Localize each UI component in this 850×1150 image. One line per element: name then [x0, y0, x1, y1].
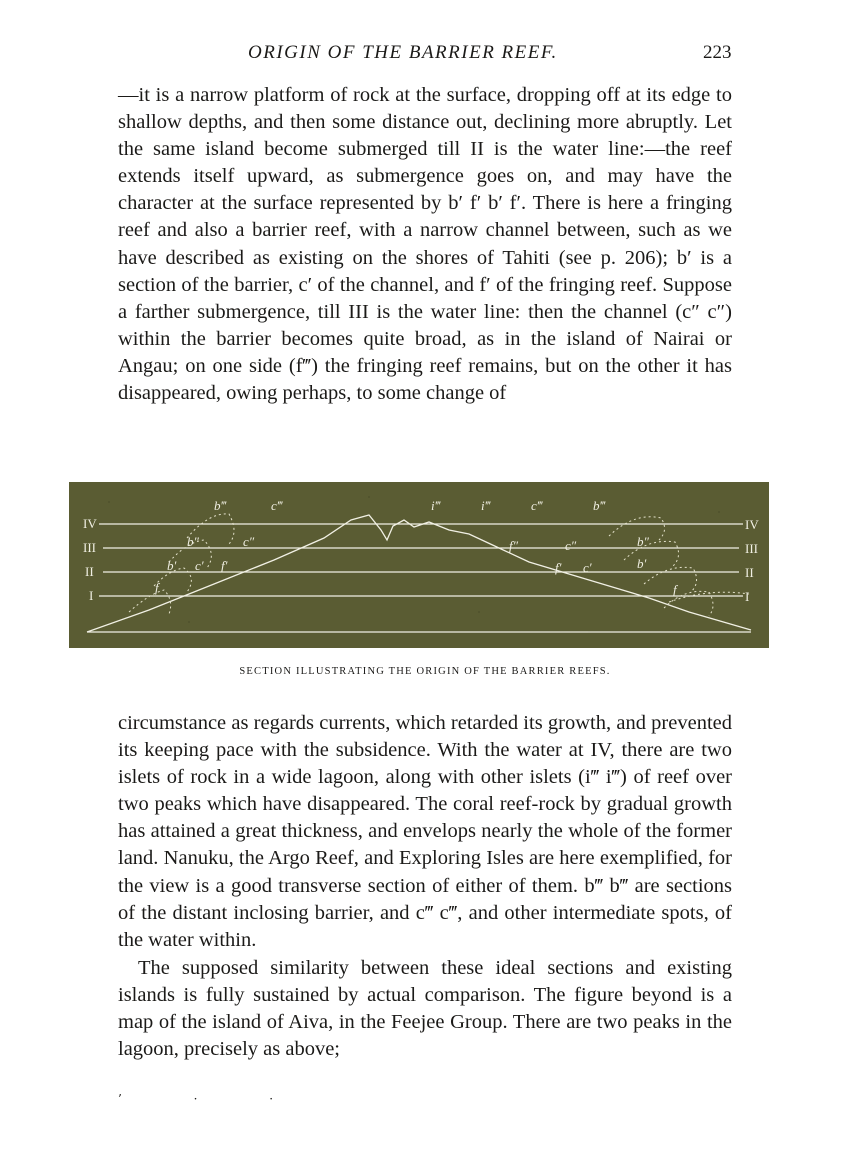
page-header: [0, 42, 850, 72]
water-label-left-iii: III: [83, 540, 96, 555]
water-label-right-i: I: [745, 589, 750, 604]
water-label-right-ii: II: [745, 565, 754, 580]
label-c1-right: c′: [583, 560, 592, 575]
water-label-right-iii: III: [745, 541, 758, 556]
water-label-left-ii: II: [85, 564, 94, 579]
label-b1-right: b′: [637, 556, 647, 571]
label-b3-left: b‴: [214, 498, 226, 513]
paragraph: The supposed similarity between these ideal sections and existing islands is fully sustained by actual comparison. The figure beyond is a map of the island of Aiva, in the Feejee Group. There are two peaks in the lagoon, precisely as above;: [118, 956, 732, 1061]
page-number: 223: [703, 42, 732, 63]
label-c1-left: c′: [195, 558, 204, 573]
label-b2-right: b″: [637, 534, 649, 549]
water-label-left-i: I: [89, 588, 94, 603]
reef-section-figure: [69, 482, 769, 648]
figure-caption: SECTION ILLUSTRATING THE ORIGIN OF THE BARRIER REEFS.: [239, 666, 611, 677]
label-f-right: f: [673, 582, 677, 597]
paragraph: circumstance as regards currents, which retarded its growth, and prevented its keeping pace with the subsidence. With the water at IV, there are two islets of rock in a wide lagoon, along with other islets (i‴ i‴) of reef over two peaks which have disappeared. The coral reef-rock by gradual growth has attained a great thickness, and envelops nearly the whole of the former land. Nanuku, the Argo Reef, and Exploring Isles are here exemplified, for the view is a good transverse section of either of them. b‴ b‴ are sections of the distant inclosing barrier, and c‴ c‴, and other intermediate spots, of the water within.: [118, 712, 732, 951]
label-i3-b: i‴: [481, 498, 491, 513]
label-b3-right: b‴: [593, 498, 605, 513]
reef-section-diagram: [69, 482, 769, 648]
label-c3-right: c‴: [531, 498, 543, 513]
label-f1-right: f′: [555, 560, 562, 575]
label-c3-left: c‴: [271, 498, 283, 513]
water-label-right-iv: IV: [745, 517, 759, 532]
label-b2-left: b″: [187, 534, 199, 549]
body-text-bottom: [118, 710, 732, 1063]
label-f2-right: f″: [509, 538, 519, 553]
body-text-top: [118, 82, 732, 407]
label-c2-right: c″: [565, 538, 577, 553]
label-i3-a: i‴: [431, 498, 441, 513]
paragraph: —it is a narrow platform of rock at the surface, dropping off at its edge to shallow depths, and then some distance out, declining more abruptly. Let the same island become submerged till II is the water line:—the reef extends itself upward, as submergence goes on, and may have the character at the surface represented by b′ f′ b′ f′. There is here a fringing reef and also a barrier reef, with a narrow channel between, such as we have described as existing on the shores of Tahiti (see p. 206); b′ is a section of the barrier, c′ of the channel, and f′ of the fringing reef. Suppose a farther submergence, till III is the water line: then the channel (c″ c″) within the barrier becomes quite broad, as in the island of Nairai or Angau; on one side (f‴) the fringing reef remains, but on the other it has disappeared, owing perhaps, to some change of: [118, 84, 732, 405]
label-c2-left: c″: [243, 534, 255, 549]
running-title: ORIGIN OF THE BARRIER REEF.: [248, 42, 558, 63]
label-f-left: f: [155, 580, 159, 595]
water-label-left-iv: IV: [83, 516, 97, 531]
label-b1-left: b′: [167, 558, 177, 573]
label-f1-left: f′: [221, 558, 228, 573]
stray-print-marks: ’ · ·: [118, 1092, 308, 1106]
